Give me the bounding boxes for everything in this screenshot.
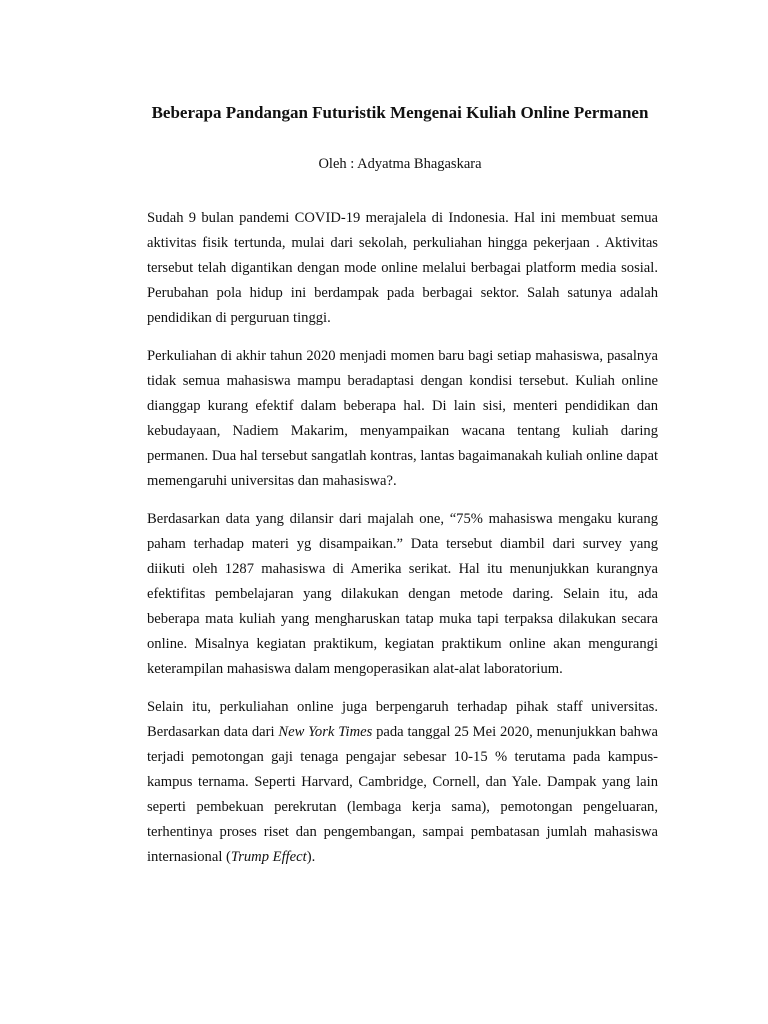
document-title: Beberapa Pandangan Futuristik Mengenai Kuliah Online Permanen bbox=[151, 103, 649, 122]
paragraph-4-text-part-1: Selain itu, perkuliahan online juga berpengaruh terhadap pihak staff universitas. Berdasarkan data dari bbox=[147, 699, 658, 740]
paragraph-3: Berdasarkan data yang dilansir dari majalah one, “75% mahasiswa mengaku kurang paham terhadap materi yg disampaikan.” Data tersebut diambil dari survey yang diikuti oleh 1287 mahasiswa di Amerika serikat. Hal itu menunjukkan kurangnya efektifitas pembelajaran yang dilakukan dengan metode daring. Selain itu, ada beberapa mata kuliah yang mengharuskan tatap muka tapi terpaksa dilakukan secara online. Misalnya kegiatan praktikum, kegiatan praktikum online akan mengurangi keterampilan mahasiswa dalam mengoperasikan alat-alat laboratorium. bbox=[147, 511, 658, 677]
paragraph-4-text-part-3: ). bbox=[306, 849, 316, 865]
paragraph-4-emphasis-new-york-times: New York Times bbox=[278, 724, 373, 740]
document-author: Oleh : Adyatma Bhagaskara bbox=[318, 156, 482, 172]
paragraph-1: Sudah 9 bulan pandemi COVID-19 merajalela di Indonesia. Hal ini membuat semua aktivitas fisik tertunda, mulai dari sekolah, perkuliahan hingga pekerjaan . Aktivitas tersebut telah digantikan dengan mode online melalui berbagai platform media sosial. Perubahan pola hidup ini berdampak pada berbagai sektor. Salah satunya adalah pendidikan di perguruan tinggi. bbox=[147, 210, 658, 326]
paragraph-2: Perkuliahan di akhir tahun 2020 menjadi momen baru bagi setiap mahasiswa, pasalnya tidak semua mahasiswa mampu beradaptasi dengan kondisi tersebut. Kuliah online dianggap kurang efektif dalam beberapa hal. Di lain sisi, menteri pendidikan dan kebudayaan, Nadiem Makarim, menyampaikan wacana tentang kuliah daring permanen. Dua hal tersebut sangatlah kontras, lantas bagaimanakah kuliah online dapat memengaruhi universitas dan mahasiswa?. bbox=[147, 348, 658, 489]
paragraph-4 bbox=[147, 695, 658, 870]
paragraph-4-text-part-2: pada tanggal 25 Mei 2020, menunjukkan bahwa terjadi pemotongan gaji tenaga pengajar sebesar 10-15 % terutama pada kampus-kampus ternama. Seperti Harvard, Cambridge, Cornell, dan Yale. Dampak yang lain seperti pembekuan perekrutan (lembaga kerja sama), pemotongan pengeluaran, terhentinya proses riset dan pengembangan, sampai pembatasan jumlah mahasiswa internasional ( bbox=[147, 724, 658, 865]
document-body bbox=[147, 206, 658, 883]
paragraph-4-emphasis-trump-effect: Trump Effect bbox=[230, 849, 307, 865]
